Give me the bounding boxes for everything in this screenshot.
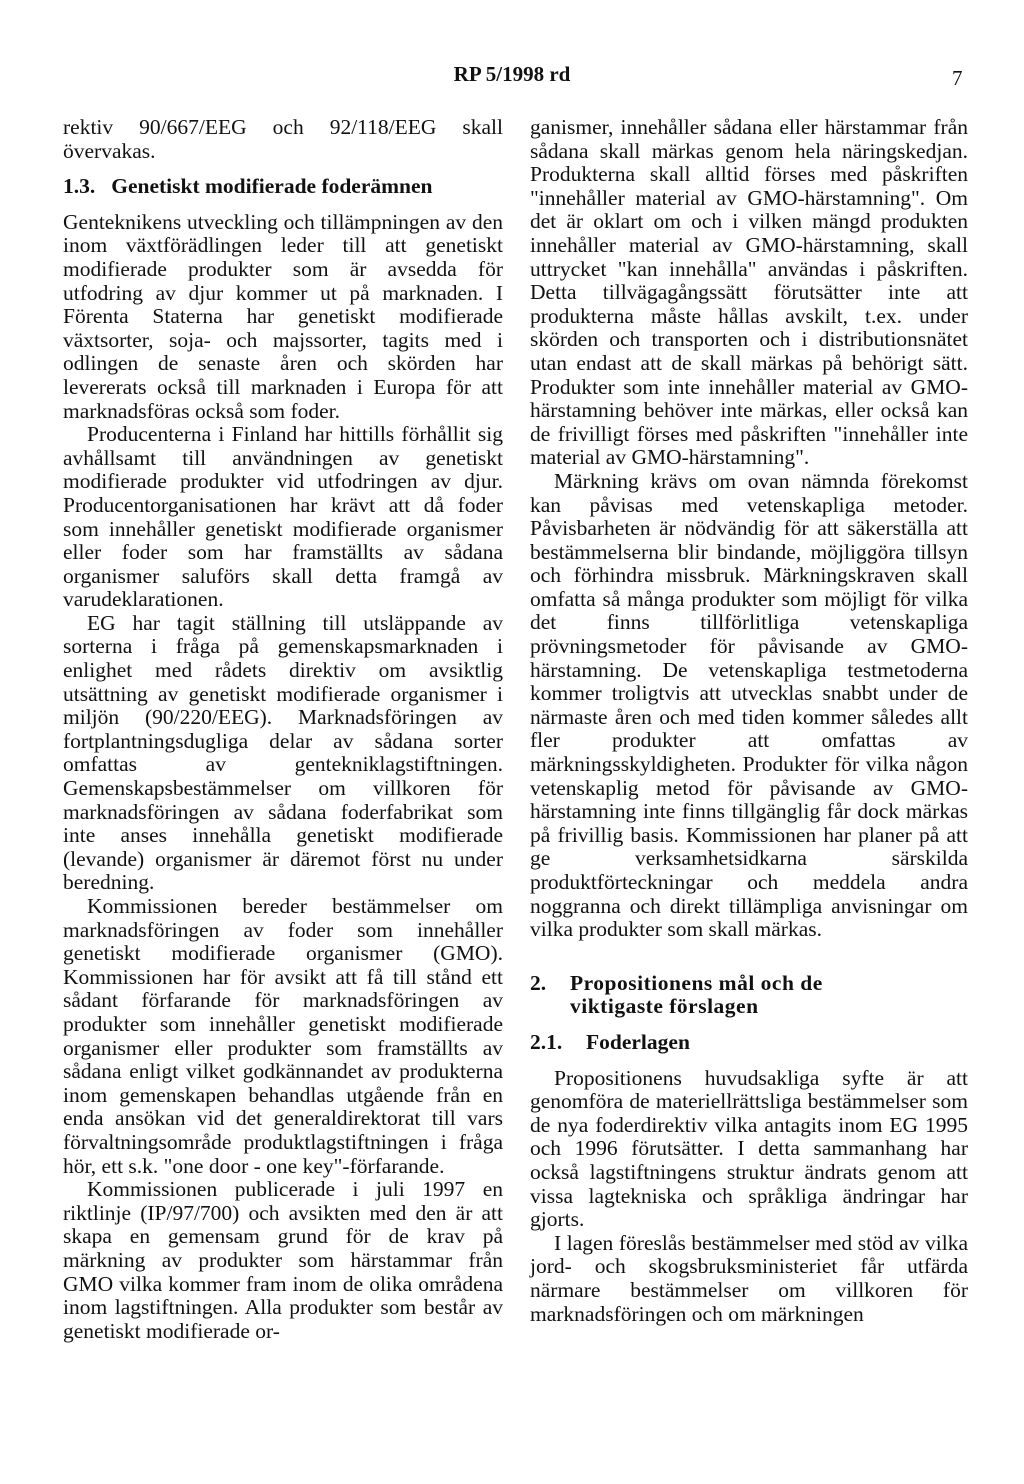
paragraph: Genteknikens utveckling och tillämpningen av den inom växtförädlingen leder till att genetiskt modifierade produkter som är avsedda för utfodring av djur kommer ut på marknaden. I Förenta Staterna har genetiskt modifierade växtsorter, soja- och majssorter, tagits med i odlingen de senaste åren och skörden har levererats också till marknaden i Europa för att marknadsföras också som foder. [63, 209, 503, 423]
section-title: Foderlagen [586, 1029, 690, 1054]
paragraph: I lagen föreslås bestämmelser med stöd av vilka jord- och skogsbruksministeriet får utfärda närmare bestämmelser om villkoren för marknadsföringen och om märkningen [530, 1230, 968, 1326]
section-heading-2 [530, 972, 968, 1019]
page-number: 7 [952, 66, 963, 90]
right-column [530, 116, 968, 1326]
paragraph: Kommissionen bereder bestämmelser om marknadsföringen av foder som innehåller genetiskt modifierade organismer (GMO). Kommissionen har för avsikt att få till stånd ett sådant förfarande för marknadsföringen av produkter som innehåller genetiskt modifierade organismer eller produkter som framställts av sådana enligt vilket godkännandet av produkterna inom gemenskapen behandlas utgående från en enda ansökan vid det generaldirektorat till vars förvaltningsområde produktlagstiftningen i fråga hör, ett s.k. "one door - one key"-förfarande. [63, 894, 503, 1178]
section-number: 2. [530, 970, 547, 995]
section-title [570, 972, 823, 1019]
section-heading-1-3 [63, 175, 503, 199]
section-title-line-2: viktigaste förslagen [570, 994, 759, 1019]
left-column [63, 116, 503, 1343]
paragraph-continued: ganismer, innehåller sådana eller härstammar från sådana skall märkas genom hela näringskedjan. Produkterna skall alltid förses med påskriften "innehåller material av GMO-härstamning". Om det är oklart om och i vilken mängd produkten innehåller material av GMO-härstamning, skall uttrycket "kan innehålla" användas i påskriften. Detta tillvägagångssätt förutsätter inte att produkterna måste hållas avskilt, t.ex. under skörden och transporten och i distributionsnätet utan endast att de skall märkas på behörigt sätt. Produkter som inte innehåller material av GMO-härstamning behöver inte märkas, eller också kan de frivilligt förses med påskriften "innehåller inte material av GMO-härstamning". [530, 115, 968, 470]
paragraph: Kommissionen publicerade i juli 1997 en riktlinje (IP/97/700) och avsikten med den är att skapa en gemensam grund för de krav på märkning av produkter som härstammar från GMO vilka kommer fram inom de olika områdena inom lagstiftningen. Alla produkter som består av genetiskt modifierade or- [63, 1177, 503, 1343]
paragraph: Producenterna i Finland har hittills förhållit sig avhållsamt till användningen av genetiskt modifierade produkter vid utfodringen av djur. Producentorganisationen har krävt att då foder som innehåller genetiskt modifierade organismer eller foder som har framställts av sådana organismer saluförs skall detta framgå av varudeklarationen. [63, 422, 503, 612]
paragraph-continued: rektiv 90/667/EEG och 92/118/EEG skall övervakas. [63, 115, 503, 163]
paragraph: EG har tagit ställning till utsläppande av sorterna i fråga på gemenskapsmarknaden i enlighet med rådets direktiv om avsiktlig utsättning av genetiskt modifierade organismer i miljön (90/220/EEG). Marknadsföringen av fortplantningsdugliga delar av sådana sorter omfattas av gentekniklagstiftningen. Gemenskapsbestämmelser om villkoren för marknadsföringen av sådana foderfabrikat som inte anses innehålla genetiskt modifierade (levande) organismer är däremot först nu under beredning. [63, 610, 503, 895]
paragraph: Märkning krävs om ovan nämnda förekomst kan påvisas med vetenskapliga metoder. Påvisbarheten är nödvändig för att säkerställa att bestämmelserna blir bindande, möjliggöra tillsyn och förhindra missbruk. Märkningskraven skall omfatta så många produkter som möjligt för vilka det finns tillförlitliga vetenskapliga prövningsmetoder för påvisande av GMO-härstamning. De vetenskapliga testmetoderna kommer troligtvis att utvecklas snabbt under de närmaste åren och med tiden kommer således allt fler produkter att omfattas av märkningsskyldigheten. Produkter för vilka någon vetenskaplig metod för påvisande av GMO-härstamning inte finns tillgänglig får dock märkas på frivillig basis. Kommissionen har planer på att ge verksamhetsidkarna särskilda produktförteckningar och meddela andra noggranna och direkt tillämpliga anvisningar om vilka produkter som skall märkas. [530, 468, 968, 942]
section-number: 2.1. [530, 1029, 563, 1054]
section-number: 1.3. [63, 174, 96, 199]
section-heading-2-1 [530, 1031, 968, 1055]
running-header: RP 5/1998 rd [453, 62, 571, 86]
section-title: Genetiskt modifierade foderämnen [111, 174, 433, 199]
paragraph: Propositionens huvudsakliga syfte är att genomföra de materiellrättsliga bestämmelser som de nya foderdirektiv vilka antagits inom EG 1995 och 1996 förutsätter. I detta sammanhang har också lagstiftningens struktur ändrats genom att vissa lagtekniska och språkliga ändringar har gjorts. [530, 1065, 968, 1232]
section-title-line-1: Propositionens mål och de [570, 970, 823, 995]
